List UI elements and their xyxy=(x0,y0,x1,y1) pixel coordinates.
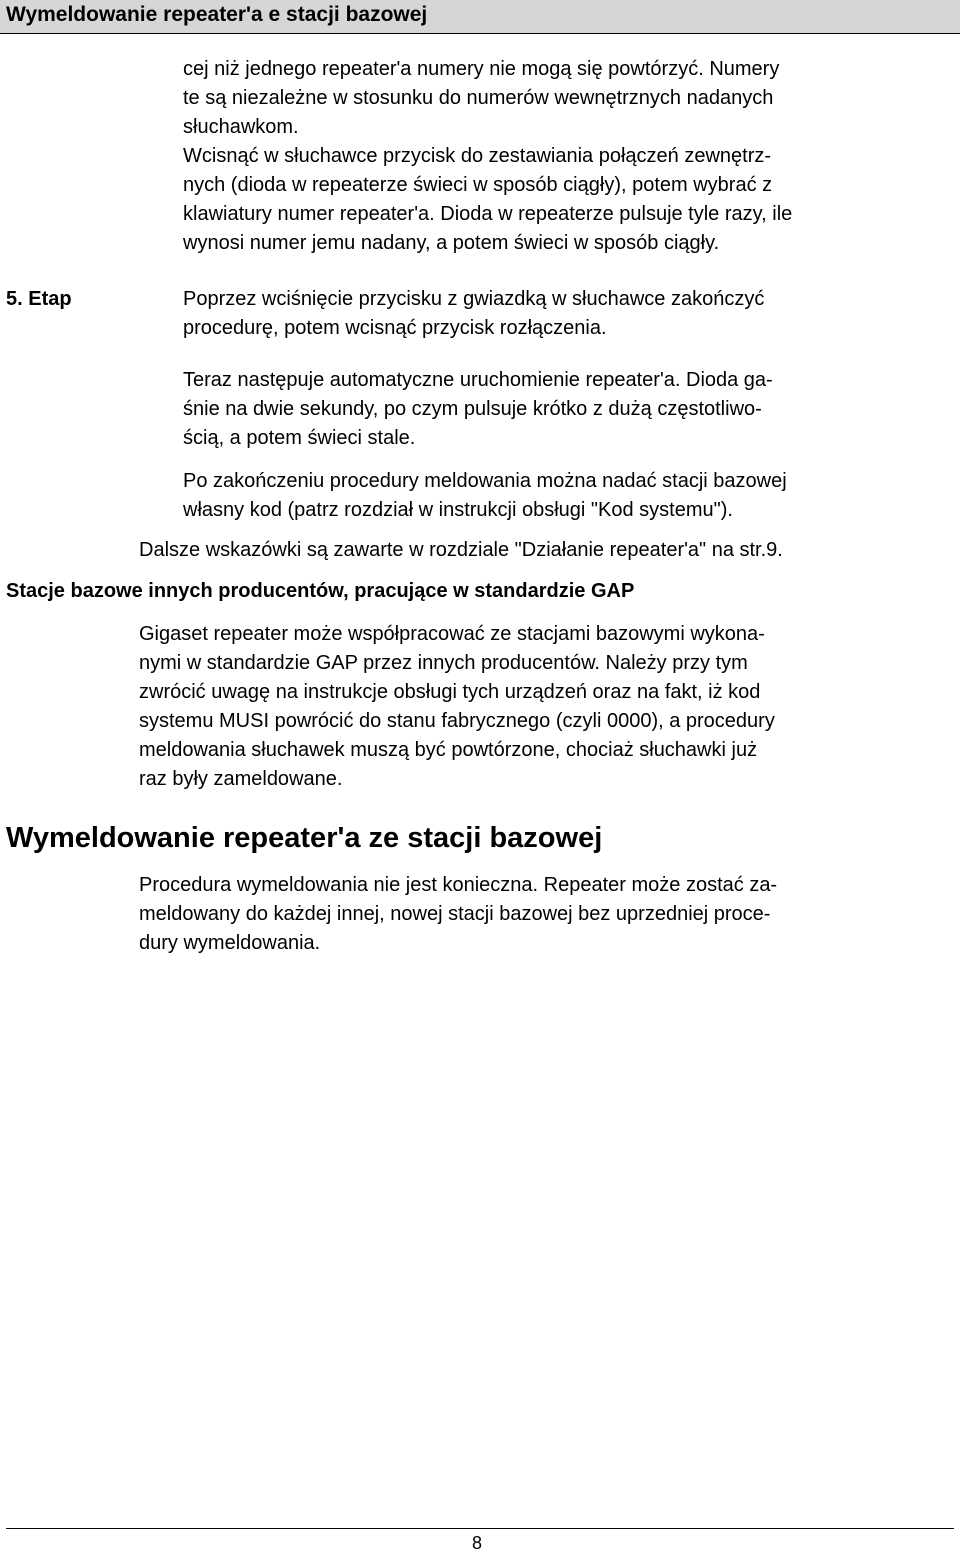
text-line: te są niezależne w stosunku do numerów wewnętrznych nadanych xyxy=(183,87,774,109)
step-5-paragraph xyxy=(183,285,953,343)
page-number: 8 xyxy=(472,1533,483,1553)
after-registration-paragraph xyxy=(183,467,953,525)
deregistration-section-paragraph xyxy=(139,871,954,958)
text-line: cej niż jednego repeater'a numery nie mogą się powtórzyć. Numery xyxy=(183,58,780,80)
text-line: wynosi numer jemu nadany, a potem świeci w sposób ciągły. xyxy=(183,232,720,254)
step-5-label: 5. Etap xyxy=(6,288,72,310)
text-line: ścią, a potem świeci stale. xyxy=(183,427,416,449)
text-line: śnie na dwie sekundy, po czym pulsuje krótko z dużą częstotliwo- xyxy=(183,398,762,420)
text-line: klawiatury numer repeater'a. Dioda w repeaterze pulsuje tyle razy, ile xyxy=(183,203,793,225)
deregistration-section-heading: Wymeldowanie repeater'a ze stacji bazowej xyxy=(6,822,603,854)
continuation-paragraph xyxy=(183,55,953,258)
text-line: systemu MUSI powrócić do stanu fabrycznego (czyli 0000), a procedury xyxy=(139,710,775,732)
further-info-paragraph xyxy=(139,536,954,565)
text-line: Dalsze wskazówki są zawarte w rozdziale "Działanie repeater'a" na str.9. xyxy=(139,539,783,561)
text-line: Wcisnąć w słuchawce przycisk do zestawiania połączeń zewnętrz- xyxy=(183,145,772,167)
text-line: Gigaset repeater może współpracować ze stacjami bazowymi wykona- xyxy=(139,623,765,645)
running-header xyxy=(0,0,960,34)
text-line: słuchawkom. xyxy=(183,116,299,138)
text-line: Poprzez wciśnięcie przycisku z gwiazdką w słuchawce zakończyć xyxy=(183,288,765,310)
automatic-start-paragraph xyxy=(183,366,953,453)
text-line: Teraz następuje automatyczne uruchomienie repeater'a. Dioda ga- xyxy=(183,369,773,391)
text-line: nych (dioda w repeaterze świeci w sposób ciągły), potem wybrać z xyxy=(183,174,773,196)
text-line: procedurę, potem wcisnąć przycisk rozłączenia. xyxy=(183,317,607,339)
text-line: meldowania słuchawek muszą być powtórzone, chociaż słuchawki już xyxy=(139,739,758,761)
text-line: raz były zameldowane. xyxy=(139,768,343,790)
gap-section-paragraph xyxy=(139,620,954,794)
text-line: dury wymeldowania. xyxy=(139,932,321,954)
text-line: własny kod (patrz rozdział w instrukcji obsługi "Kod systemu"). xyxy=(183,499,733,521)
footer-rule xyxy=(6,1528,954,1529)
running-header-title: Wymeldowanie repeater'a e stacji bazowej xyxy=(6,3,428,26)
gap-section-heading: Stacje bazowe innych producentów, pracujące w standardzie GAP xyxy=(6,580,635,602)
text-line: Po zakończeniu procedury meldowania można nadać stacji bazowej xyxy=(183,470,787,492)
text-line: meldowany do każdej innej, nowej stacji bazowej bez uprzedniej proce- xyxy=(139,903,771,925)
text-line: Procedura wymeldowania nie jest konieczna. Repeater może zostać za- xyxy=(139,874,778,896)
text-line: zwrócić uwagę na instrukcje obsługi tych urządzeń oraz na fakt, iż kod xyxy=(139,681,761,703)
text-line: nymi w standardzie GAP przez innych producentów. Należy przy tym xyxy=(139,652,748,674)
